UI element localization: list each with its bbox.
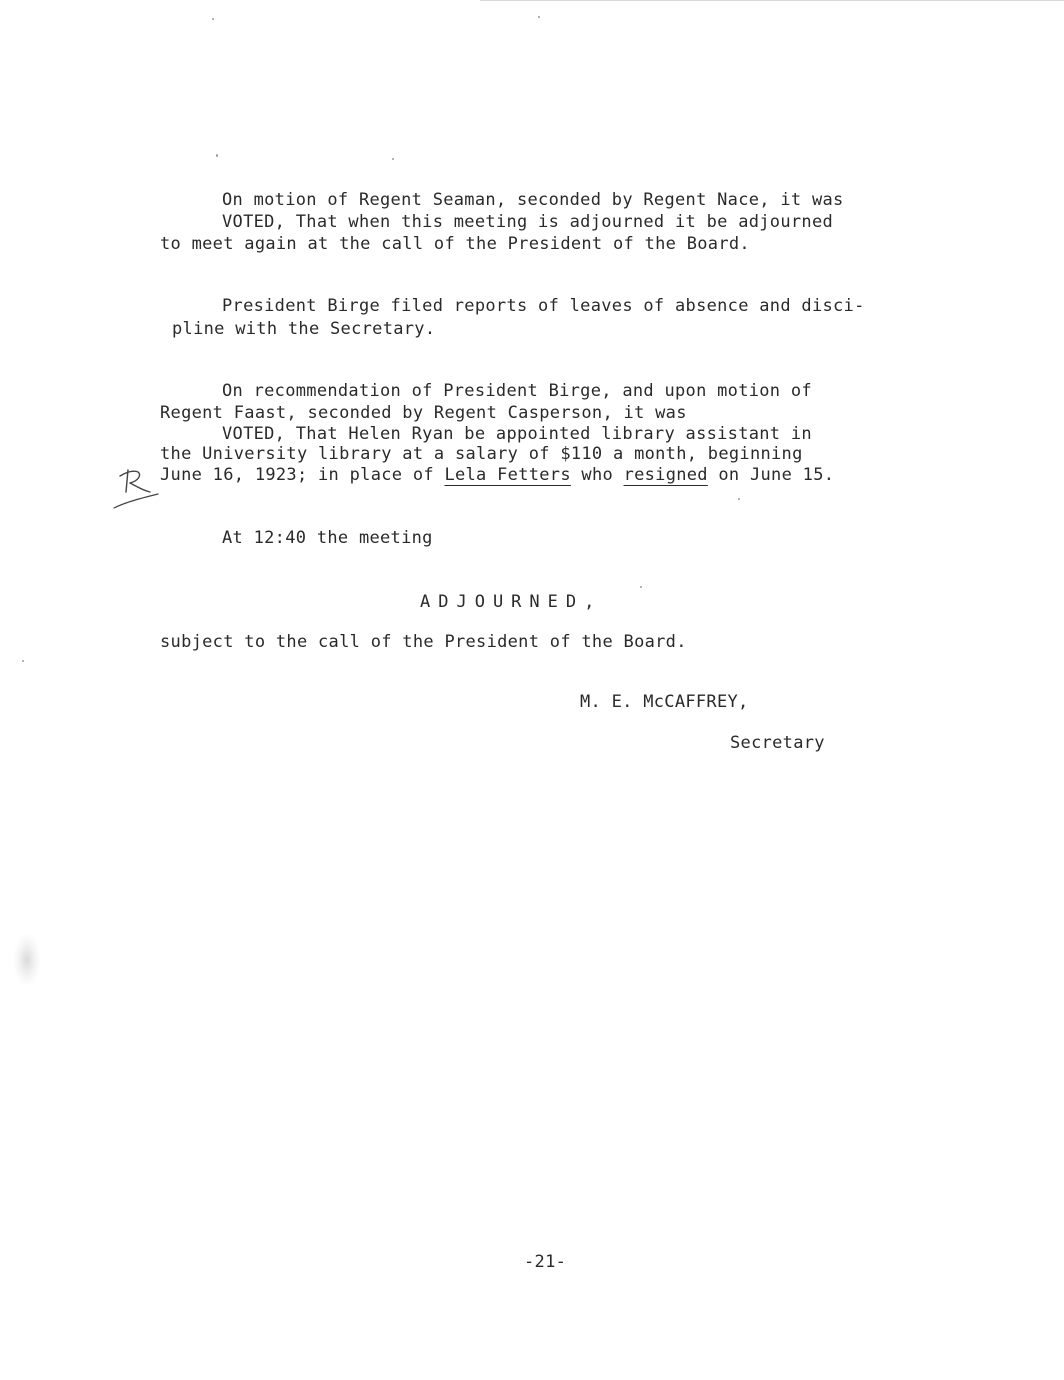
scan-smudge [14, 935, 40, 985]
paragraph-3-line-1: On recommendation of President Birge, and upon motion of [222, 381, 812, 401]
paragraph-2-line-1: President Birge filed reports of leaves of absence and disci- [222, 296, 865, 316]
speck [738, 498, 740, 500]
subject-line: subject to the call of the President of the Board. [160, 632, 687, 652]
paragraph-3-line-4: the University library at a salary of $110 a month, beginning [160, 444, 803, 464]
line-5-text-c: who [570, 465, 624, 485]
signature-title: Secretary [730, 733, 825, 753]
speck [392, 158, 394, 160]
speck [538, 16, 540, 18]
underlined-name: Lela Fetters [444, 465, 571, 485]
line-5-text-a: June 16, 1923; in place of [160, 465, 445, 485]
handwritten-r-mark-icon [112, 466, 162, 510]
speck [212, 18, 214, 20]
top-edge-line [480, 0, 1064, 1]
paragraph-1-line-3: to meet again at the call of the President of the Board. [160, 234, 750, 254]
signature-name: M. E. McCAFFREY, [580, 692, 749, 712]
speck [640, 586, 642, 588]
paragraph-1-line-2: VOTED, That when this meeting is adjourned it be adjourned [222, 212, 834, 232]
meeting-time-line: At 12:40 the meeting [222, 528, 433, 548]
speck [22, 660, 24, 662]
paragraph-3-line-3: VOTED, That Helen Ryan be appointed library assistant in [222, 424, 812, 444]
paragraph-1-line-1: On motion of Regent Seaman, seconded by Regent Nace, it was [222, 190, 844, 210]
speck [216, 154, 218, 157]
underlined-resigned: resigned [623, 465, 708, 485]
paragraph-3-line-2: Regent Faast, seconded by Regent Casperson, it was [160, 403, 687, 423]
line-5-text-e: on June 15. [707, 465, 835, 485]
paragraph-3-line-5 [160, 465, 834, 485]
paragraph-2-line-2: pline with the Secretary. [172, 319, 436, 339]
adjourned-heading: ADJOURNED, [420, 592, 603, 612]
page-number: -21- [524, 1252, 567, 1272]
